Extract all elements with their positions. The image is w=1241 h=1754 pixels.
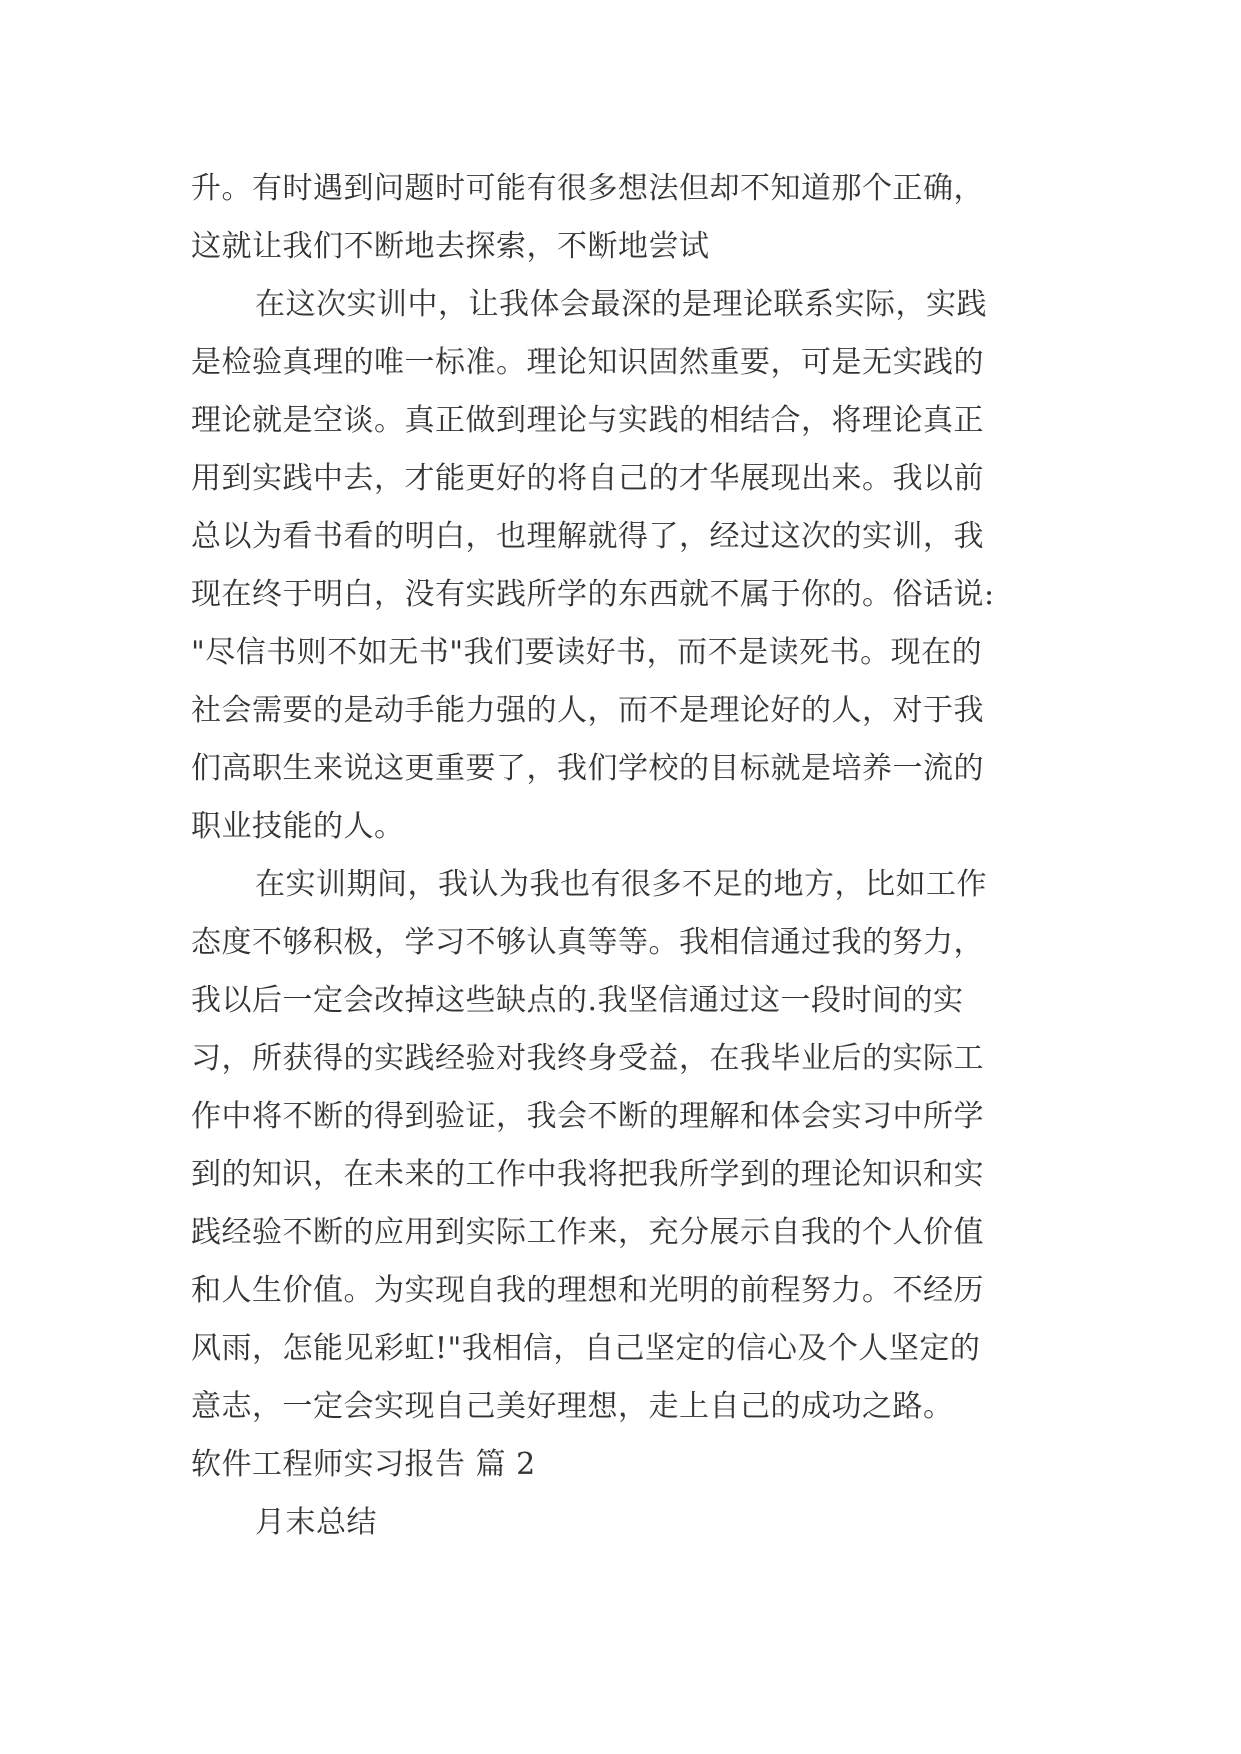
text-line: 到的知识，在未来的工作中我将把我所学到的理论知识和实 [191, 1157, 984, 1192]
text-line: 意志，一定会实现自己美好理想，走上自己的成功之路。 [191, 1389, 954, 1424]
document-body [191, 160, 1061, 1552]
text-line: 态度不够积极，学习不够认真等等。我相信通过我的努力， [191, 925, 984, 960]
text-line: 这就让我们不断地去探索，不断地尝试 [191, 229, 710, 264]
text-line: 用到实践中去，才能更好的将自己的才华展现出来。我以前 [191, 461, 984, 496]
text-line: 是检验真理的唯一标准。理论知识固然重要，可是无实践的 [191, 345, 984, 380]
text-line: 职业技能的人。 [191, 809, 405, 844]
text-line: 在这次实训中，让我体会最深的是理论联系实际，实践 [255, 287, 987, 322]
text-line: 作中将不断的得到验证，我会不断的理解和体会实习中所学 [191, 1099, 984, 1134]
text-line: 践经验不断的应用到实际工作来，充分展示自我的个人价值 [191, 1215, 984, 1250]
text-line: "尽信书则不如无书"我们要读好书，而不是读死书。现在的 [191, 635, 983, 670]
section-subheading: 月末总结 [255, 1505, 377, 1540]
paragraph-2 [191, 276, 1061, 856]
paragraph-1 [191, 160, 1061, 276]
text-line: 理论就是空谈。真正做到理论与实践的相结合，将理论真正 [191, 403, 984, 438]
text-line: 和人生价值。为实现自我的理想和光明的前程努力。不经历 [191, 1273, 984, 1308]
text-line: 习，所获得的实践经验对我终身受益，在我毕业后的实际工 [191, 1041, 984, 1076]
paragraph-3 [191, 856, 1061, 1436]
section-heading: 软件工程师实习报告 篇 2 [191, 1447, 536, 1482]
text-line: 在实训期间，我认为我也有很多不足的地方，比如工作 [255, 867, 987, 902]
text-line: 总以为看书看的明白，也理解就得了，经过这次的实训，我 [191, 519, 984, 554]
text-line: 们高职生来说这更重要了，我们学校的目标就是培养一流的 [191, 751, 984, 786]
text-line: 我以后一定会改掉这些缺点的.我坚信通过这一段时间的实 [191, 983, 964, 1018]
text-line: 社会需要的是动手能力强的人，而不是理论好的人，对于我 [191, 693, 984, 728]
text-line: 风雨，怎能见彩虹!"我相信，自己坚定的信心及个人坚定的 [191, 1331, 981, 1366]
text-line: 现在终于明白，没有实践所学的东西就不属于你的。俗话说: [191, 577, 995, 612]
text-line: 升。有时遇到问题时可能有很多想法但却不知道那个正确， [191, 171, 984, 206]
